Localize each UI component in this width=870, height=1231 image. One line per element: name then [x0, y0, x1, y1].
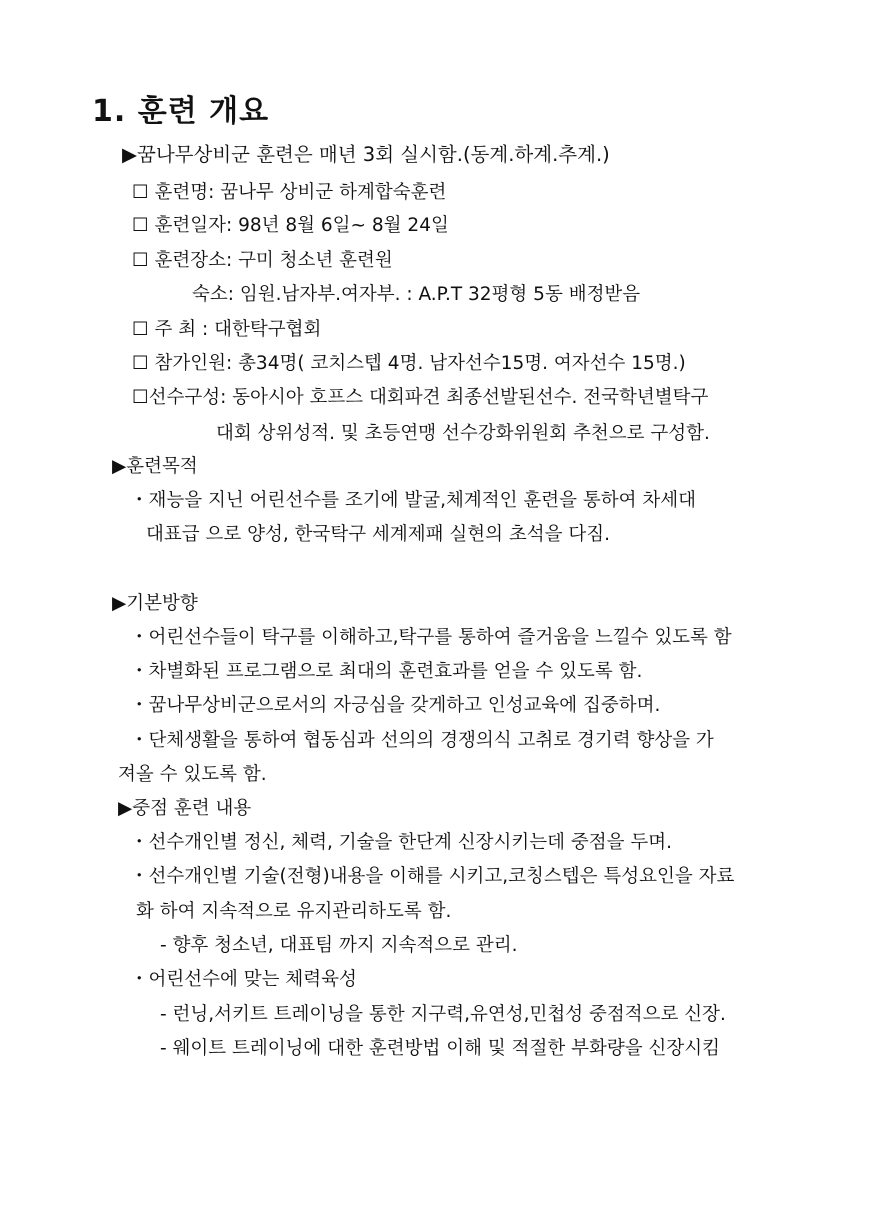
- direction-heading: ▶기본방향: [112, 593, 198, 614]
- item-composition-line-1: ☐선수구성: 동아시아 호프스 대회파견 최종선발된선수. 전국학년별탁구: [132, 387, 709, 408]
- item-training-name: ☐ 훈련명: 꿈나무 상비군 하계합숙훈련: [132, 182, 447, 203]
- item-participants: ☐ 참가인원: 총34명( 코치스텝 4명. 남자선수15명. 여자선수 15명.): [132, 353, 686, 374]
- focus-line-6: - 런닝,서키트 트레이닝을 통한 지구력,유연성,민첩성 중점적으로 신장.: [160, 1004, 726, 1025]
- item-training-dates: ☐ 훈련일자: 98년 8월 6일~ 8월 24일: [132, 215, 449, 236]
- section-title: 1. 훈련 개요: [92, 94, 270, 129]
- direction-line-5: 져올 수 있도록 함.: [118, 764, 267, 785]
- direction-line-3: ・꿈나무상비군으로서의 자긍심을 갖게하고 인성교육에 집중하며.: [130, 695, 661, 716]
- focus-line-7: - 웨이트 트레이닝에 대한 훈련방법 이해 및 적절한 부화량을 신장시킴: [160, 1038, 720, 1059]
- focus-line-2: ・선수개인별 기술(전형)내용을 이해를 시키고,코칭스텝은 특성요인을 자료: [130, 866, 735, 887]
- focus-line-1: ・선수개인별 정신, 체력, 기술을 한단계 신장시키는데 중점을 두며.: [130, 832, 672, 853]
- focus-heading: ▶중점 훈련 내용: [118, 798, 252, 819]
- item-composition-line-2: 대회 상위성적. 및 초등연맹 선수강화위원회 추천으로 구성함.: [216, 423, 710, 444]
- item-host: ☐ 주 최 : 대한탁구협회: [132, 319, 322, 340]
- direction-line-4: ・단체생활을 통하여 협동심과 선의의 경쟁의식 고취로 경기력 향상을 가: [130, 730, 714, 751]
- item-lodging: 숙소: 임원.남자부.여자부. : A.P.T 32평형 5동 배정받음: [192, 284, 641, 305]
- intro-line: ▶꿈나무상비군 훈련은 매년 3회 실시함.(동계.하계.추계.): [122, 143, 610, 166]
- focus-line-5: ・어린선수에 맞는 체력육성: [130, 969, 357, 990]
- purpose-line-1: ・재능을 지닌 어린선수를 조기에 발굴,체계적인 훈련을 통하여 차세대: [130, 490, 696, 511]
- purpose-line-2: 대표급 으로 양성, 한국탁구 세계제패 실현의 초석을 다짐.: [146, 524, 610, 545]
- focus-line-3: 화 하여 지속적으로 유지관리하도록 함.: [136, 901, 452, 922]
- direction-line-1: ・어린선수들이 탁구를 이해하고,탁구를 통하여 즐거움을 느낄수 있도록 함: [130, 627, 732, 648]
- item-training-place: ☐ 훈련장소: 구미 청소년 훈련원: [132, 250, 393, 271]
- direction-line-2: ・차별화된 프로그램으로 최대의 훈련효과를 얻을 수 있도록 함.: [130, 661, 643, 682]
- purpose-heading: ▶훈련목적: [112, 456, 198, 477]
- focus-line-4: - 향후 청소년, 대표팀 까지 지속적으로 관리.: [160, 935, 518, 956]
